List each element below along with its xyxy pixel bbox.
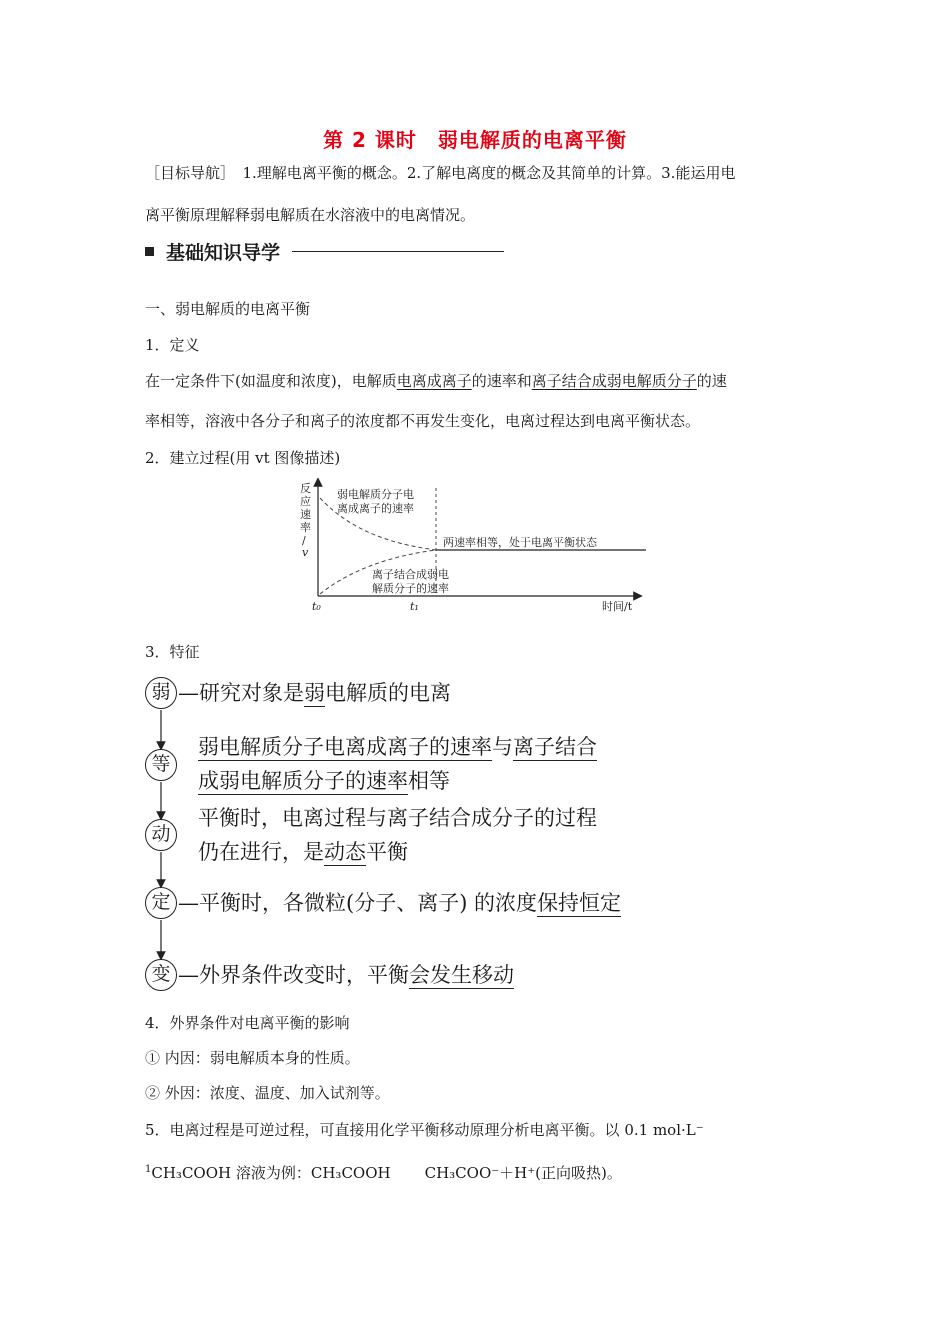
item1-line-2: 率相等，溶液中各分子和离子的浓度都不再发生变化，电离过程达到电离平衡状态。: [145, 412, 701, 430]
item5-line-2: [145, 1160, 622, 1183]
part1-heading: 一、弱电解质的电离平衡: [145, 300, 311, 318]
superscript: 1: [145, 1164, 152, 1175]
curve1-label-line-2: 离成离子的速率: [337, 502, 414, 515]
rate-time-graph: [290, 478, 660, 616]
text-span: 电解质的电离: [325, 681, 451, 705]
curve2-label-line-2: 解质分子的速率: [372, 582, 449, 595]
text-span: 相等: [408, 769, 450, 793]
section-square-icon: [145, 247, 154, 256]
underlined-answer: 弱: [304, 681, 325, 705]
feature-line-change: [178, 962, 514, 988]
underlined-answer: 离子结合成弱电解质分子: [531, 372, 697, 390]
page-title: 第 2 课时 弱电解质的电离平衡: [323, 128, 627, 152]
y-label-char: 率: [300, 521, 311, 534]
feature-line-equal-1: [198, 734, 597, 760]
text-span: CH₃COOH 溶液为例：CH₃COOH: [151, 1164, 391, 1182]
y-label-char: 速: [300, 508, 311, 521]
curve2-label-line-1: 离子结合成弱电: [372, 568, 449, 581]
item5-line-1: 5．电离过程是可逆过程，可直接用化学平衡移动原理分析电离平衡。以 0.1 mol·L⁻: [145, 1121, 704, 1139]
underlined-answer: 成弱电解质分子的速率: [198, 769, 408, 793]
feature-circle-dynamic: 动: [145, 819, 177, 851]
feature-circle-equal: 等: [145, 749, 177, 781]
item1-heading: 1．定义: [145, 336, 200, 354]
section-header: [145, 238, 504, 265]
y-label-char: v: [302, 546, 309, 559]
underlined-answer: 电离成离子: [396, 372, 472, 390]
item3-heading: 3．特征: [145, 643, 200, 661]
feature-circle-weak: 弱: [145, 677, 177, 709]
text-span: 在一定条件下(如温度和浓度)，电解质: [145, 372, 397, 390]
underlined-answer: 保持恒定: [537, 891, 622, 915]
features-flow: [143, 672, 683, 1002]
underlined-answer: 弱电解质分子电离成离子的速率: [198, 735, 492, 759]
item1-line-1: [145, 371, 727, 391]
y-label-char: 反: [300, 482, 311, 495]
text-span: 平衡: [366, 840, 408, 864]
curve1-label-line-1: 弱电解质分子电: [337, 488, 414, 501]
item4-line-2: ② 外因：浓度、温度、加入试剂等。: [145, 1084, 390, 1102]
section-title: 基础知识导学: [166, 242, 281, 264]
feature-line-weak: [178, 680, 451, 706]
text-span: —外界条件改变时，平衡: [178, 963, 409, 987]
text-span: —研究对象是: [178, 681, 304, 705]
item2-heading: 2．建立过程(用 vt 图像描述): [145, 449, 341, 467]
feature-circle-fixed: 定: [145, 887, 177, 919]
equilibrium-label: 两速率相等，处于电离平衡状态: [443, 536, 597, 549]
text-span: CH₃COO⁻＋H⁺(正向吸热)。: [424, 1164, 622, 1182]
text-span: 的速: [696, 372, 727, 390]
underlined-answer: 动态: [324, 840, 366, 864]
feature-circle-change: 变: [145, 959, 177, 991]
feature-line-dynamic-1: 平衡时，电离过程与离子结合成分子的过程: [198, 806, 597, 830]
y-label-char: 应: [300, 495, 311, 508]
text-span: 的速率和: [471, 372, 532, 390]
text-span: 仍在进行，是: [198, 840, 324, 864]
y-label-char: /: [302, 534, 306, 547]
item4-heading: 4．外界条件对电离平衡的影响: [145, 1014, 350, 1032]
section-rule: [292, 251, 504, 252]
t0-label: t₀: [312, 600, 321, 613]
item4-line-1: ① 内因：弱电解质本身的性质。: [145, 1049, 360, 1067]
underlined-answer: 会发生移动: [409, 963, 514, 987]
t1-label: t₁: [410, 600, 419, 613]
text-span: 与: [492, 735, 513, 759]
goals-line-2: 离平衡原理解释弱电解质在水溶液中的电离情况。: [145, 206, 476, 224]
feature-line-equal-2: [198, 768, 450, 794]
goals-line-1: ［目标导航］ 1.理解电离平衡的概念。2.了解电离度的概念及其简单的计算。3.能运用电: [145, 164, 736, 182]
feature-line-fixed: [178, 890, 621, 916]
feature-line-dynamic-2: [198, 839, 408, 865]
text-span: —平衡时，各微粒(分子、离子) 的浓度: [178, 891, 538, 915]
x-axis-label: 时间/t: [602, 600, 633, 613]
underlined-answer: 离子结合: [513, 735, 597, 759]
